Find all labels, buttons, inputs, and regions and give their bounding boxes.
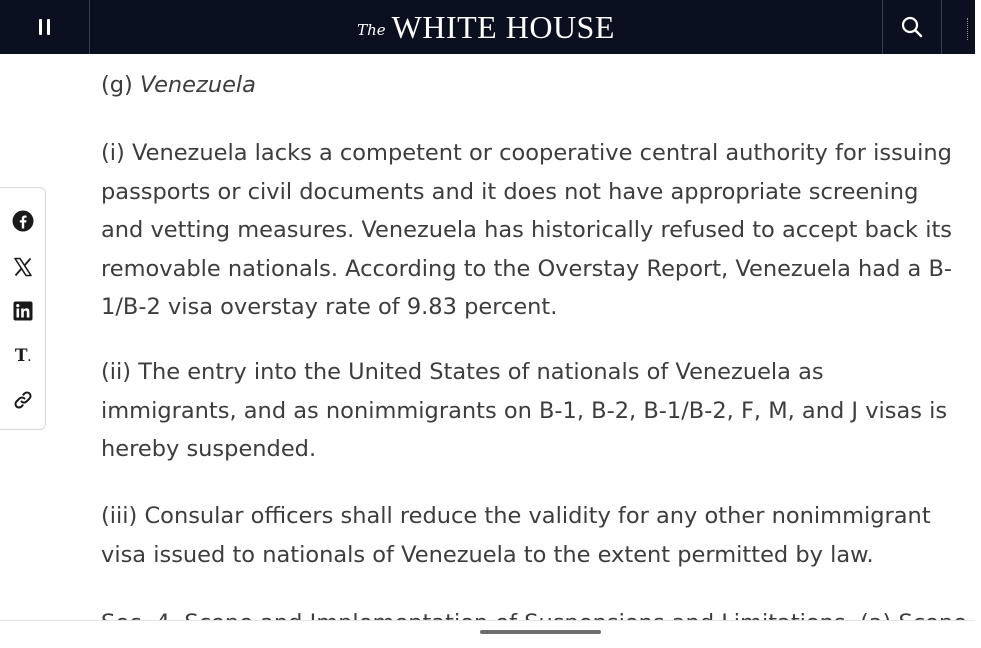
- paragraph-i: (i) Venezuela lacks a competent or cooperative central authority for issuing passports or civil documents and it does not have appropriate screening and vetting measures. Venezuela has historically refused to accept back its removable nationals. According to the Overstay Report, Venezuela had a B-1/B-2 visa overstay rate of 9.83 percent.: [101, 140, 953, 320]
- truth-social-label: T: [14, 345, 28, 366]
- hamburger-menu-icon: [39, 19, 50, 35]
- share-rail: [0, 187, 46, 430]
- header-edge: [955, 0, 975, 54]
- facebook-icon: [12, 210, 34, 232]
- bottom-bar: [0, 620, 975, 648]
- linkedin-icon: [13, 301, 33, 321]
- site-header: [0, 0, 975, 54]
- share-x-button[interactable]: [10, 254, 36, 280]
- scroll-indicator: [967, 18, 972, 40]
- share-truth-social-button[interactable]: [10, 343, 36, 369]
- share-linkedin-button[interactable]: [10, 298, 36, 324]
- search-button[interactable]: [882, 0, 942, 54]
- brand-name: WHITE HOUSE: [391, 8, 615, 45]
- copy-link-button[interactable]: [10, 387, 36, 413]
- brand-prefix: The: [357, 21, 386, 39]
- link-icon: [12, 389, 34, 411]
- menu-button[interactable]: [0, 0, 90, 54]
- search-icon: [901, 16, 923, 38]
- x-icon: [12, 256, 34, 278]
- paragraph-ii: (ii) The entry into the United States of nationals of Venezuela as immigrants, and as nonimmigrants on B-1, B-2, B-1/B-2, F, M, and J visas is hereby suspended.: [101, 359, 948, 462]
- paragraph-iii: (iii) Consular officers shall reduce the validity for any other nonimmigrant visa issued to nationals of Venezuela to the extent permitted by law.: [101, 503, 931, 568]
- article-body: [101, 66, 971, 568]
- paragraph-sec-4-cutoff: [101, 604, 981, 618]
- section-heading: [101, 66, 971, 105]
- share-facebook-button[interactable]: [10, 208, 36, 234]
- site-logo[interactable]: [90, 0, 882, 54]
- heading-prefix: (g): [101, 72, 133, 98]
- truth-social-icon: T.: [14, 345, 32, 366]
- home-indicator[interactable]: [480, 630, 601, 634]
- heading-country: Venezuela: [140, 72, 256, 98]
